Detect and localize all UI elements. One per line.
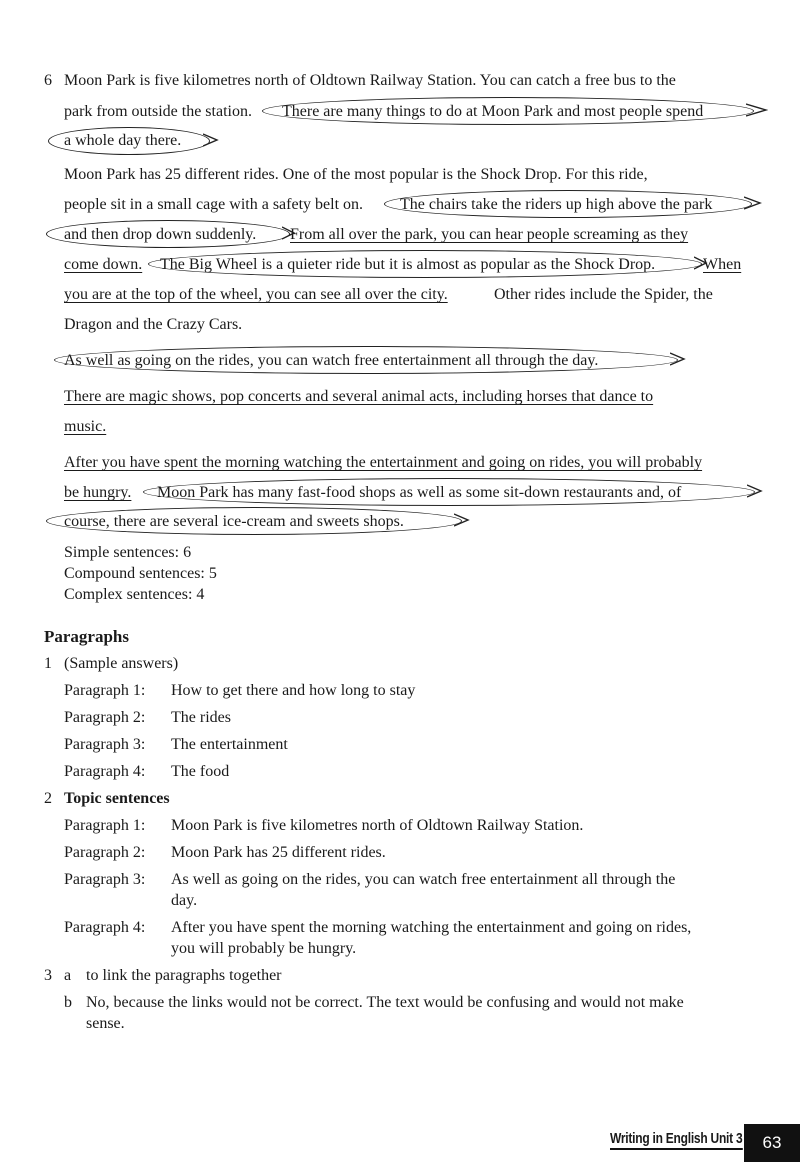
q1-label: Paragraph 4: bbox=[64, 763, 146, 780]
count-compound: Compound sentences: 5 bbox=[64, 565, 217, 582]
arrow-tip-icon bbox=[454, 512, 470, 528]
footer-title: Writing in English Unit 3 bbox=[610, 1130, 742, 1150]
p4-line-3: course, there are several ice-cream and sweets shops. bbox=[64, 513, 404, 530]
q1-answer: How to get there and how long to stay bbox=[171, 682, 416, 699]
p2-line-3a: and then drop down suddenly. bbox=[64, 226, 257, 243]
page-number: 63 bbox=[744, 1124, 800, 1162]
arrow-tip-icon bbox=[744, 195, 762, 211]
p3-line-1: As well as going on the rides, you can watch free entertainment all through the day. bbox=[64, 352, 599, 369]
arrow-tip-icon bbox=[746, 102, 768, 118]
q2-label: Paragraph 1: bbox=[64, 817, 146, 834]
q2-number: 2 bbox=[44, 790, 52, 807]
q2-answer: As well as going on the rides, you can watch free entertainment all through the bbox=[171, 871, 676, 888]
arrow-tip-icon bbox=[670, 351, 686, 367]
passage-number: 6 bbox=[44, 72, 52, 89]
section-heading: Paragraphs bbox=[44, 627, 129, 646]
q3-number: 3 bbox=[44, 967, 52, 984]
p2-line-3b: From all over the park, you can hear people screaming as they bbox=[290, 226, 689, 243]
p4-line-2a: be hungry. bbox=[64, 484, 132, 501]
arrow-tip-icon bbox=[747, 483, 763, 499]
q2-answer: After you have spent the morning watching the entertainment and going on rides, bbox=[171, 919, 692, 936]
q3-a-letter: a bbox=[64, 967, 72, 984]
p3-line-2: There are magic shows, pop concerts and several animal acts, including horses that dance to bbox=[64, 388, 654, 405]
q2-title: Topic sentences bbox=[64, 790, 170, 807]
p2-line-2b: The chairs take the riders up high above the park bbox=[400, 196, 713, 213]
q3-b-letter: b bbox=[64, 994, 72, 1011]
p1-line-2a: park from outside the station. bbox=[64, 103, 252, 120]
q1-intro: (Sample answers) bbox=[64, 655, 179, 672]
p2-line-1: Moon Park has 25 different rides. One of the most popular is the Shock Drop. For this ride, bbox=[64, 166, 648, 183]
q2-label: Paragraph 4: bbox=[64, 919, 146, 936]
q1-answer: The food bbox=[171, 763, 230, 780]
p2-line-4c: When bbox=[703, 256, 742, 273]
p2-line-6: Dragon and the Crazy Cars. bbox=[64, 316, 243, 333]
q1-label: Paragraph 3: bbox=[64, 736, 146, 753]
q1-answer: The entertainment bbox=[171, 736, 288, 753]
p1-line-3: a whole day there. bbox=[64, 132, 182, 149]
q1-label: Paragraph 2: bbox=[64, 709, 146, 726]
arrow-tip-icon bbox=[203, 132, 219, 148]
q1-answer: The rides bbox=[171, 709, 231, 726]
p2-line-2a: people sit in a small cage with a safety belt on. bbox=[64, 196, 364, 213]
p4-line-2b: Moon Park has many fast-food shops as well as some sit-down restaurants and, of bbox=[157, 484, 682, 501]
p2-line-5b: Other rides include the Spider, the bbox=[494, 286, 713, 303]
q2-answer: Moon Park is five kilometres north of Oldtown Railway Station. bbox=[171, 817, 584, 834]
q2-answer: Moon Park has 25 different rides. bbox=[171, 844, 386, 861]
q2-label: Paragraph 2: bbox=[64, 844, 146, 861]
q2-answer-cont: day. bbox=[171, 892, 198, 909]
p4-line-1: After you have spent the morning watching the entertainment and going on rides, you will probably bbox=[64, 454, 703, 471]
q3-b-text-cont: sense. bbox=[86, 1015, 125, 1032]
q1-label: Paragraph 1: bbox=[64, 682, 146, 699]
p2-line-4a: come down. bbox=[64, 256, 143, 273]
q3-b-text: No, because the links would not be correct. The text would be confusing and would not make bbox=[86, 994, 684, 1011]
p1-line-2b: There are many things to do at Moon Park and most people spend bbox=[282, 103, 704, 120]
p2-line-5a: you are at the top of the wheel, you can see all over the city. bbox=[64, 286, 448, 303]
q1-number: 1 bbox=[44, 655, 52, 672]
q3-a-text: to link the paragraphs together bbox=[86, 967, 282, 984]
count-complex: Complex sentences: 4 bbox=[64, 586, 205, 603]
page-footer bbox=[610, 1124, 800, 1162]
q2-answer-cont: you will probably be hungry. bbox=[171, 940, 357, 957]
count-simple: Simple sentences: 6 bbox=[64, 544, 192, 561]
q2-label: Paragraph 3: bbox=[64, 871, 146, 888]
p3-line-3: music. bbox=[64, 418, 107, 435]
p2-line-4b: The Big Wheel is a quieter ride but it is almost as popular as the Shock Drop. bbox=[160, 256, 656, 273]
p1-line-1: Moon Park is five kilometres north of Oldtown Railway Station. You can catch a free bus to the bbox=[64, 72, 676, 89]
